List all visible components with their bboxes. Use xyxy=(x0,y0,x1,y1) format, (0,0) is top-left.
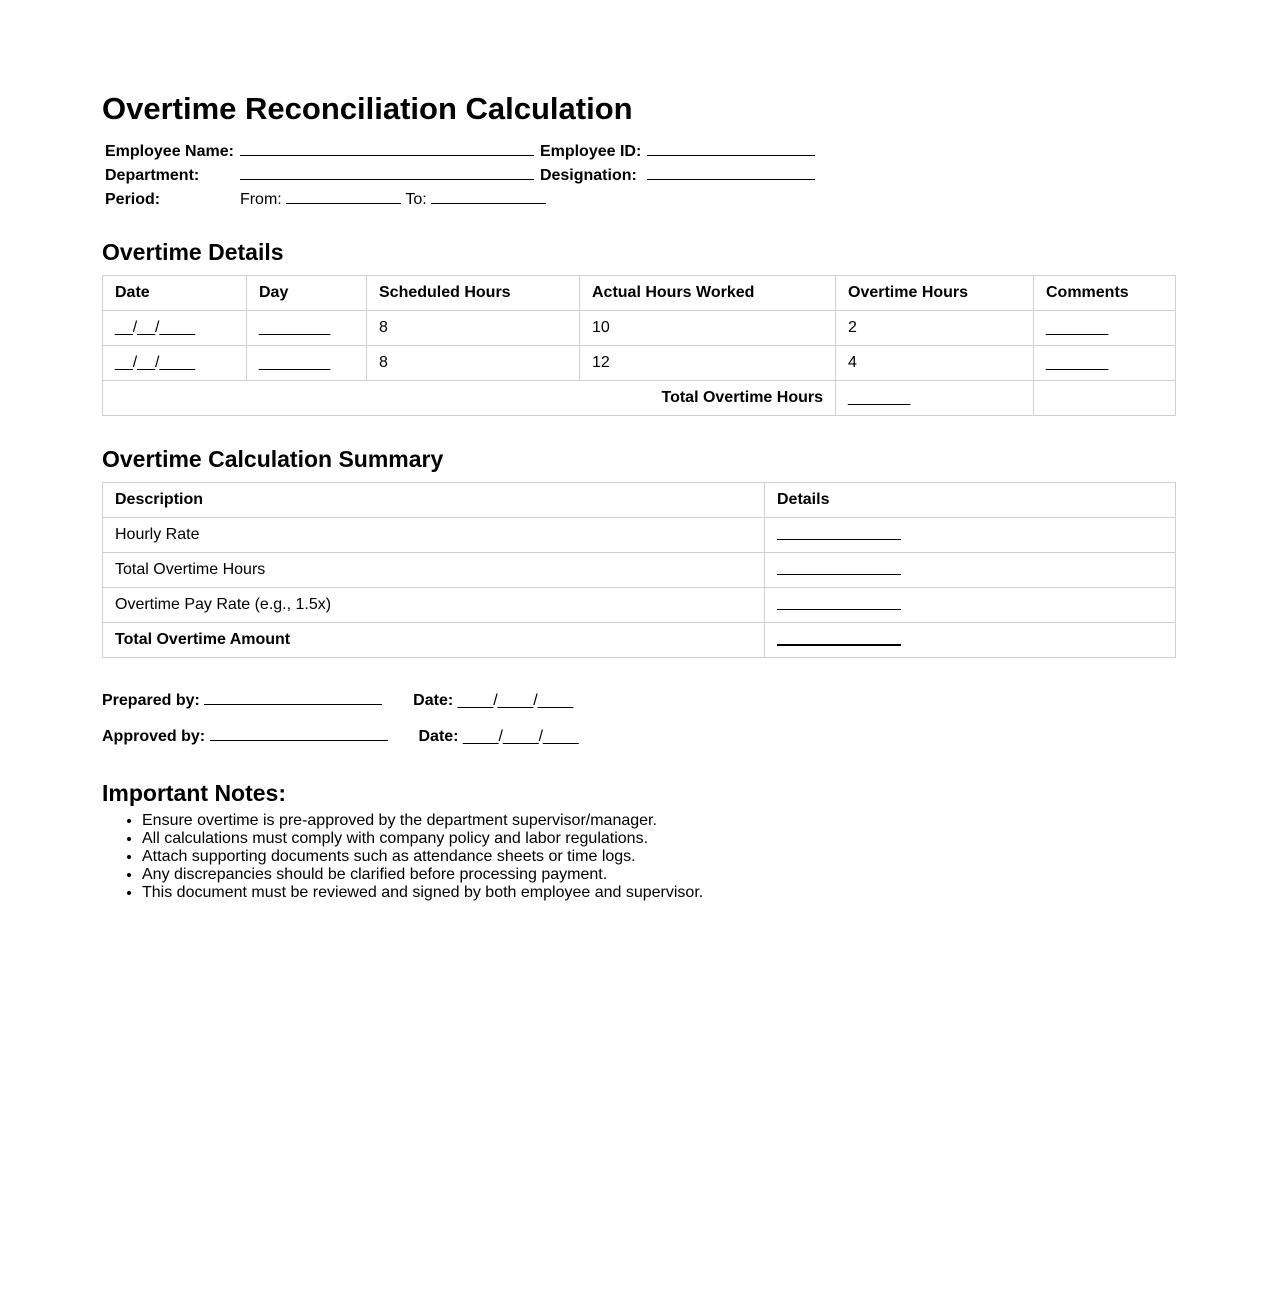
list-item: • Any discrepancies should be clarified before processing payment. xyxy=(142,866,1176,884)
prepared-date-field[interactable]: ____/____/____ xyxy=(457,692,574,709)
prepared-by-label: Prepared by: xyxy=(102,692,200,709)
total-row xyxy=(103,381,1176,416)
total-overtime-hours-label: Total Overtime Hours xyxy=(103,553,765,588)
col-overtime-hours: Overtime Hours xyxy=(836,276,1034,311)
comments-cell[interactable]: _______ xyxy=(1034,346,1176,381)
day-cell[interactable]: ________ xyxy=(247,311,367,346)
actual-hours-cell: 12 xyxy=(580,346,836,381)
prepared-by-line xyxy=(102,688,573,711)
signature-block xyxy=(102,658,1176,778)
overtime-details-heading: Overtime Details xyxy=(102,239,284,265)
hourly-rate-label: Hourly Rate xyxy=(103,518,765,553)
approved-date-label: Date: xyxy=(418,728,459,745)
list-item: • This document must be reviewed and signed by both employee and supervisor. xyxy=(142,884,1176,902)
table-header-row xyxy=(103,483,1176,518)
from-label: From: xyxy=(239,191,282,208)
table-row xyxy=(103,623,1176,658)
approved-by-field[interactable] xyxy=(210,724,388,741)
total-overtime-hours-field[interactable] xyxy=(777,560,901,575)
list-item: • Ensure overtime is pre-approved by the department supervisor/manager. xyxy=(142,812,1176,830)
table-row xyxy=(103,553,1176,588)
employee-id-label: Employee ID: xyxy=(539,143,642,160)
overtime-hours-cell: 2 xyxy=(836,311,1034,346)
col-actual-hours: Actual Hours Worked xyxy=(580,276,836,311)
page-title: Overtime Reconciliation Calculation xyxy=(102,91,633,126)
date-cell[interactable]: __/__/____ xyxy=(103,346,247,381)
total-overtime-amount-field[interactable] xyxy=(777,630,901,646)
period-label: Period: xyxy=(105,191,161,208)
employee-name-field[interactable] xyxy=(240,139,534,156)
overtime-hours-cell: 4 xyxy=(836,346,1034,381)
approved-date-field[interactable]: ____/____/____ xyxy=(462,728,579,745)
total-overtime-label: Total Overtime Hours xyxy=(103,381,836,416)
table-row xyxy=(103,518,1176,553)
actual-hours-cell: 10 xyxy=(580,311,836,346)
scheduled-hours-cell: 8 xyxy=(367,311,580,346)
col-details: Details xyxy=(765,483,1176,518)
comments-cell[interactable]: _______ xyxy=(1034,311,1176,346)
approved-by-line xyxy=(102,724,579,747)
overtime-pay-rate-field[interactable] xyxy=(777,595,901,610)
list-item: • All calculations must comply with company policy and labor regulations. xyxy=(142,830,1176,848)
col-date: Date xyxy=(103,276,247,311)
designation-field[interactable] xyxy=(647,163,815,180)
document-page xyxy=(102,88,1176,902)
col-comments: Comments xyxy=(1034,276,1176,311)
designation-label: Designation: xyxy=(539,167,637,184)
period-from-field[interactable] xyxy=(286,187,401,204)
department-field[interactable] xyxy=(240,163,534,180)
col-description: Description xyxy=(103,483,765,518)
employee-name-label: Employee Name: xyxy=(105,143,234,160)
hourly-rate-field[interactable] xyxy=(777,525,901,540)
prepared-by-field[interactable] xyxy=(204,688,382,705)
table-row xyxy=(103,588,1176,623)
employee-id-field[interactable] xyxy=(647,139,815,156)
prepared-date-label: Date: xyxy=(413,692,454,709)
summary-heading: Overtime Calculation Summary xyxy=(102,446,444,472)
total-overtime-value[interactable]: _______ xyxy=(836,381,1034,416)
approved-by-label: Approved by: xyxy=(102,728,206,745)
table-row xyxy=(103,311,1176,346)
col-day: Day xyxy=(247,276,367,311)
period-to-field[interactable] xyxy=(431,187,546,204)
employee-info xyxy=(102,139,818,211)
overtime-pay-rate-label: Overtime Pay Rate (e.g., 1.5x) xyxy=(103,588,765,623)
list-item: • Attach supporting documents such as attendance sheets or time logs. xyxy=(142,848,1176,866)
overtime-details-table xyxy=(102,275,1176,416)
day-cell[interactable]: ________ xyxy=(247,346,367,381)
total-overtime-amount-label: Total Overtime Amount xyxy=(103,623,765,658)
summary-table xyxy=(102,482,1176,658)
col-scheduled-hours: Scheduled Hours xyxy=(367,276,580,311)
date-cell[interactable]: __/__/____ xyxy=(103,311,247,346)
table-header-row xyxy=(103,276,1176,311)
to-label: To: xyxy=(405,191,427,208)
notes-list xyxy=(102,812,1176,902)
total-empty-cell xyxy=(1034,381,1176,416)
notes-heading: Important Notes: xyxy=(102,780,286,806)
department-label: Department: xyxy=(105,167,200,184)
table-row xyxy=(103,346,1176,381)
scheduled-hours-cell: 8 xyxy=(367,346,580,381)
